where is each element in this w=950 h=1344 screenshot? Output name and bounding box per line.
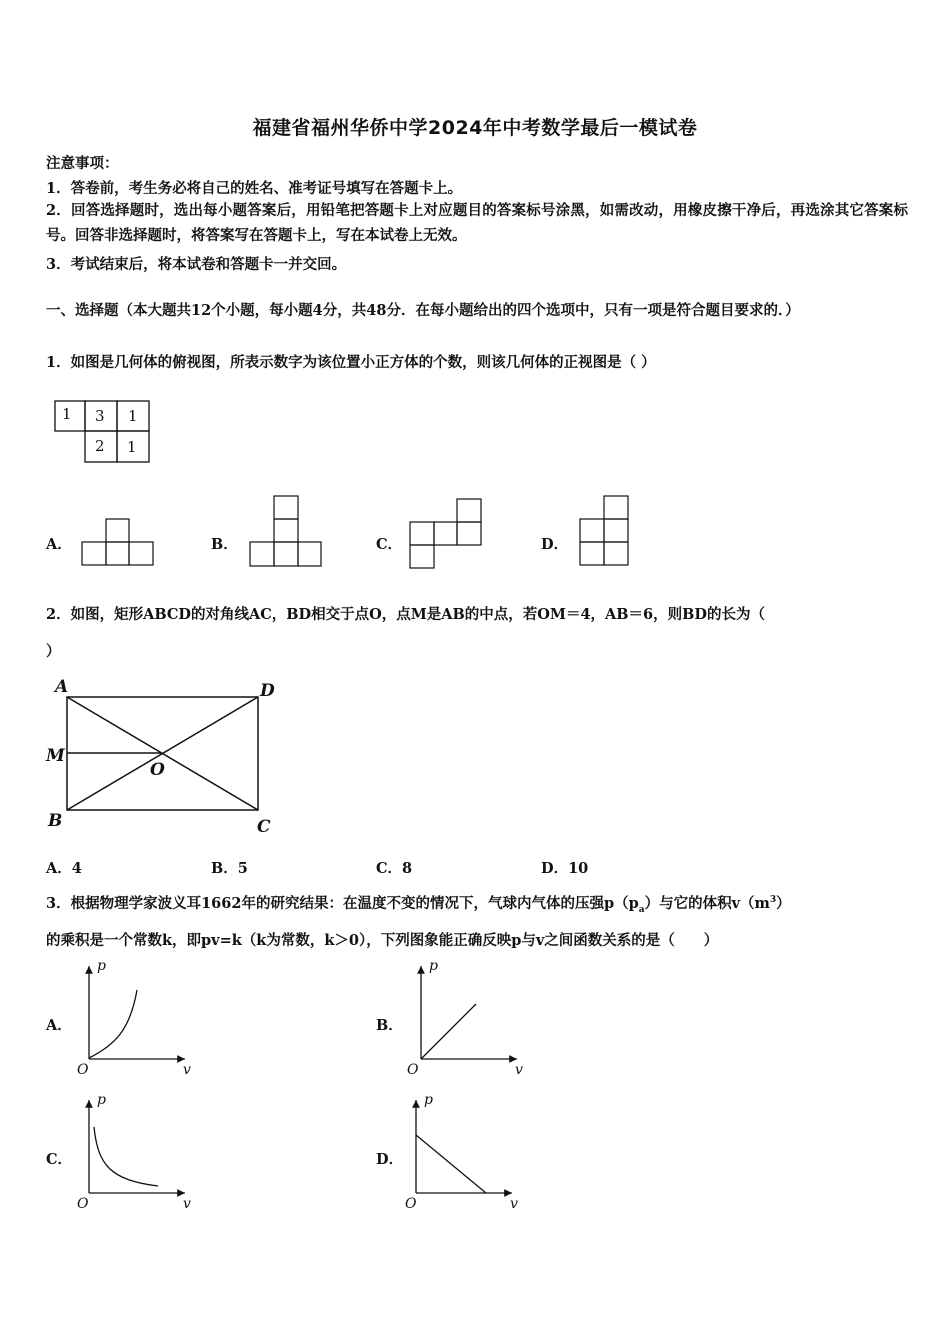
- q2-text-end: ）: [46, 643, 61, 660]
- grid-value: 3: [95, 407, 105, 425]
- axis-label-o: O: [407, 1062, 419, 1078]
- q3-option-a[interactable]: A．: [46, 1017, 72, 1034]
- axis-label-p: p: [97, 958, 106, 974]
- axis-label-p: p: [97, 1092, 106, 1108]
- point-label-o: O: [150, 760, 165, 780]
- point-label-a: A: [55, 677, 69, 697]
- axis-label-v: v: [183, 1062, 191, 1078]
- axis-label-o: O: [405, 1196, 417, 1212]
- graph-d: [416, 1100, 512, 1193]
- graph-b: [421, 966, 517, 1059]
- q3-text-line2: 的乘积是一个常数k，即pv=k（k为常数，k＞0），下列图象能正确反映p与v之间函数关系的是（ ）: [46, 932, 719, 949]
- point-label-c: C: [257, 817, 271, 837]
- axis-label-p: p: [424, 1092, 433, 1108]
- q2-option-a[interactable]: A．4: [46, 860, 82, 877]
- point-label-m: M: [46, 746, 65, 766]
- q2-option-b[interactable]: B．5: [211, 860, 248, 877]
- q3-option-d[interactable]: D．: [376, 1151, 404, 1168]
- graph-a: [89, 966, 185, 1059]
- q3-option-c[interactable]: C．: [46, 1151, 73, 1168]
- grid-value: 1: [128, 407, 138, 425]
- q1-option-b[interactable]: B．: [211, 536, 238, 553]
- notice-item-1: 1．答卷前，考生务必将自己的姓名、准考证号填写在答题卡上。: [46, 180, 463, 197]
- q1-option-a[interactable]: A．: [46, 536, 72, 553]
- q2-text: 2．如图，矩形ABCD的对角线AC，BD相交于点O，点M是AB的中点，若OM＝4，AB＝6，则BD的长为（: [46, 606, 765, 623]
- axis-label-v: v: [510, 1196, 518, 1212]
- graph-c: [89, 1100, 185, 1193]
- q3-option-b[interactable]: B．: [376, 1017, 403, 1034]
- page-title: 福建省福州华侨中学2024年中考数学最后一模试卷: [252, 117, 698, 139]
- axis-label-v: v: [183, 1196, 191, 1212]
- axis-label-p: p: [429, 958, 438, 974]
- axis-label-v: v: [515, 1062, 523, 1078]
- axis-label-o: O: [77, 1196, 89, 1212]
- notice-item-2: 2．回答选择题时，选出每小题答案后，用铅笔把答题卡上对应题目的答案标号涂黑，如需改动，用橡皮擦干净后，再选涂其它答案标号。回答非选择题时，将答案写在答题卡上，写在本试卷上无效。: [46, 202, 908, 244]
- notice-heading: 注意事项：: [46, 155, 119, 172]
- notice-item-3: 3．考试结束后，将本试卷和答题卡一并交回。: [46, 256, 347, 273]
- point-label-b: B: [48, 811, 63, 831]
- q2-option-c[interactable]: C．8: [376, 860, 413, 877]
- axis-label-o: O: [77, 1062, 89, 1078]
- q3-text: 3．根据物理学家波义耳1662年的研究结果：在温度不变的情况下，气球内气体的压强$p(p_a)$与它的体积$v(m^3)$: [46, 895, 791, 915]
- grid-value: 1: [127, 438, 137, 456]
- grid-value: 2: [95, 437, 105, 455]
- q1-option-c[interactable]: C．: [376, 536, 403, 553]
- q1-option-d[interactable]: D．: [541, 536, 569, 553]
- point-label-d: D: [260, 681, 275, 701]
- q2-option-d[interactable]: D．10: [541, 860, 589, 877]
- section-heading: 一、选择题（本大题共12个小题，每小题4分，共48分．在每小题给出的四个选项中，只有一项是符合题目要求的．）: [46, 302, 800, 319]
- grid-value: 1: [62, 405, 72, 423]
- q1-text: 1．如图是几何体的俯视图，所表示数字为该位置小正方体的个数，则该几何体的正视图是（ ）: [46, 354, 656, 371]
